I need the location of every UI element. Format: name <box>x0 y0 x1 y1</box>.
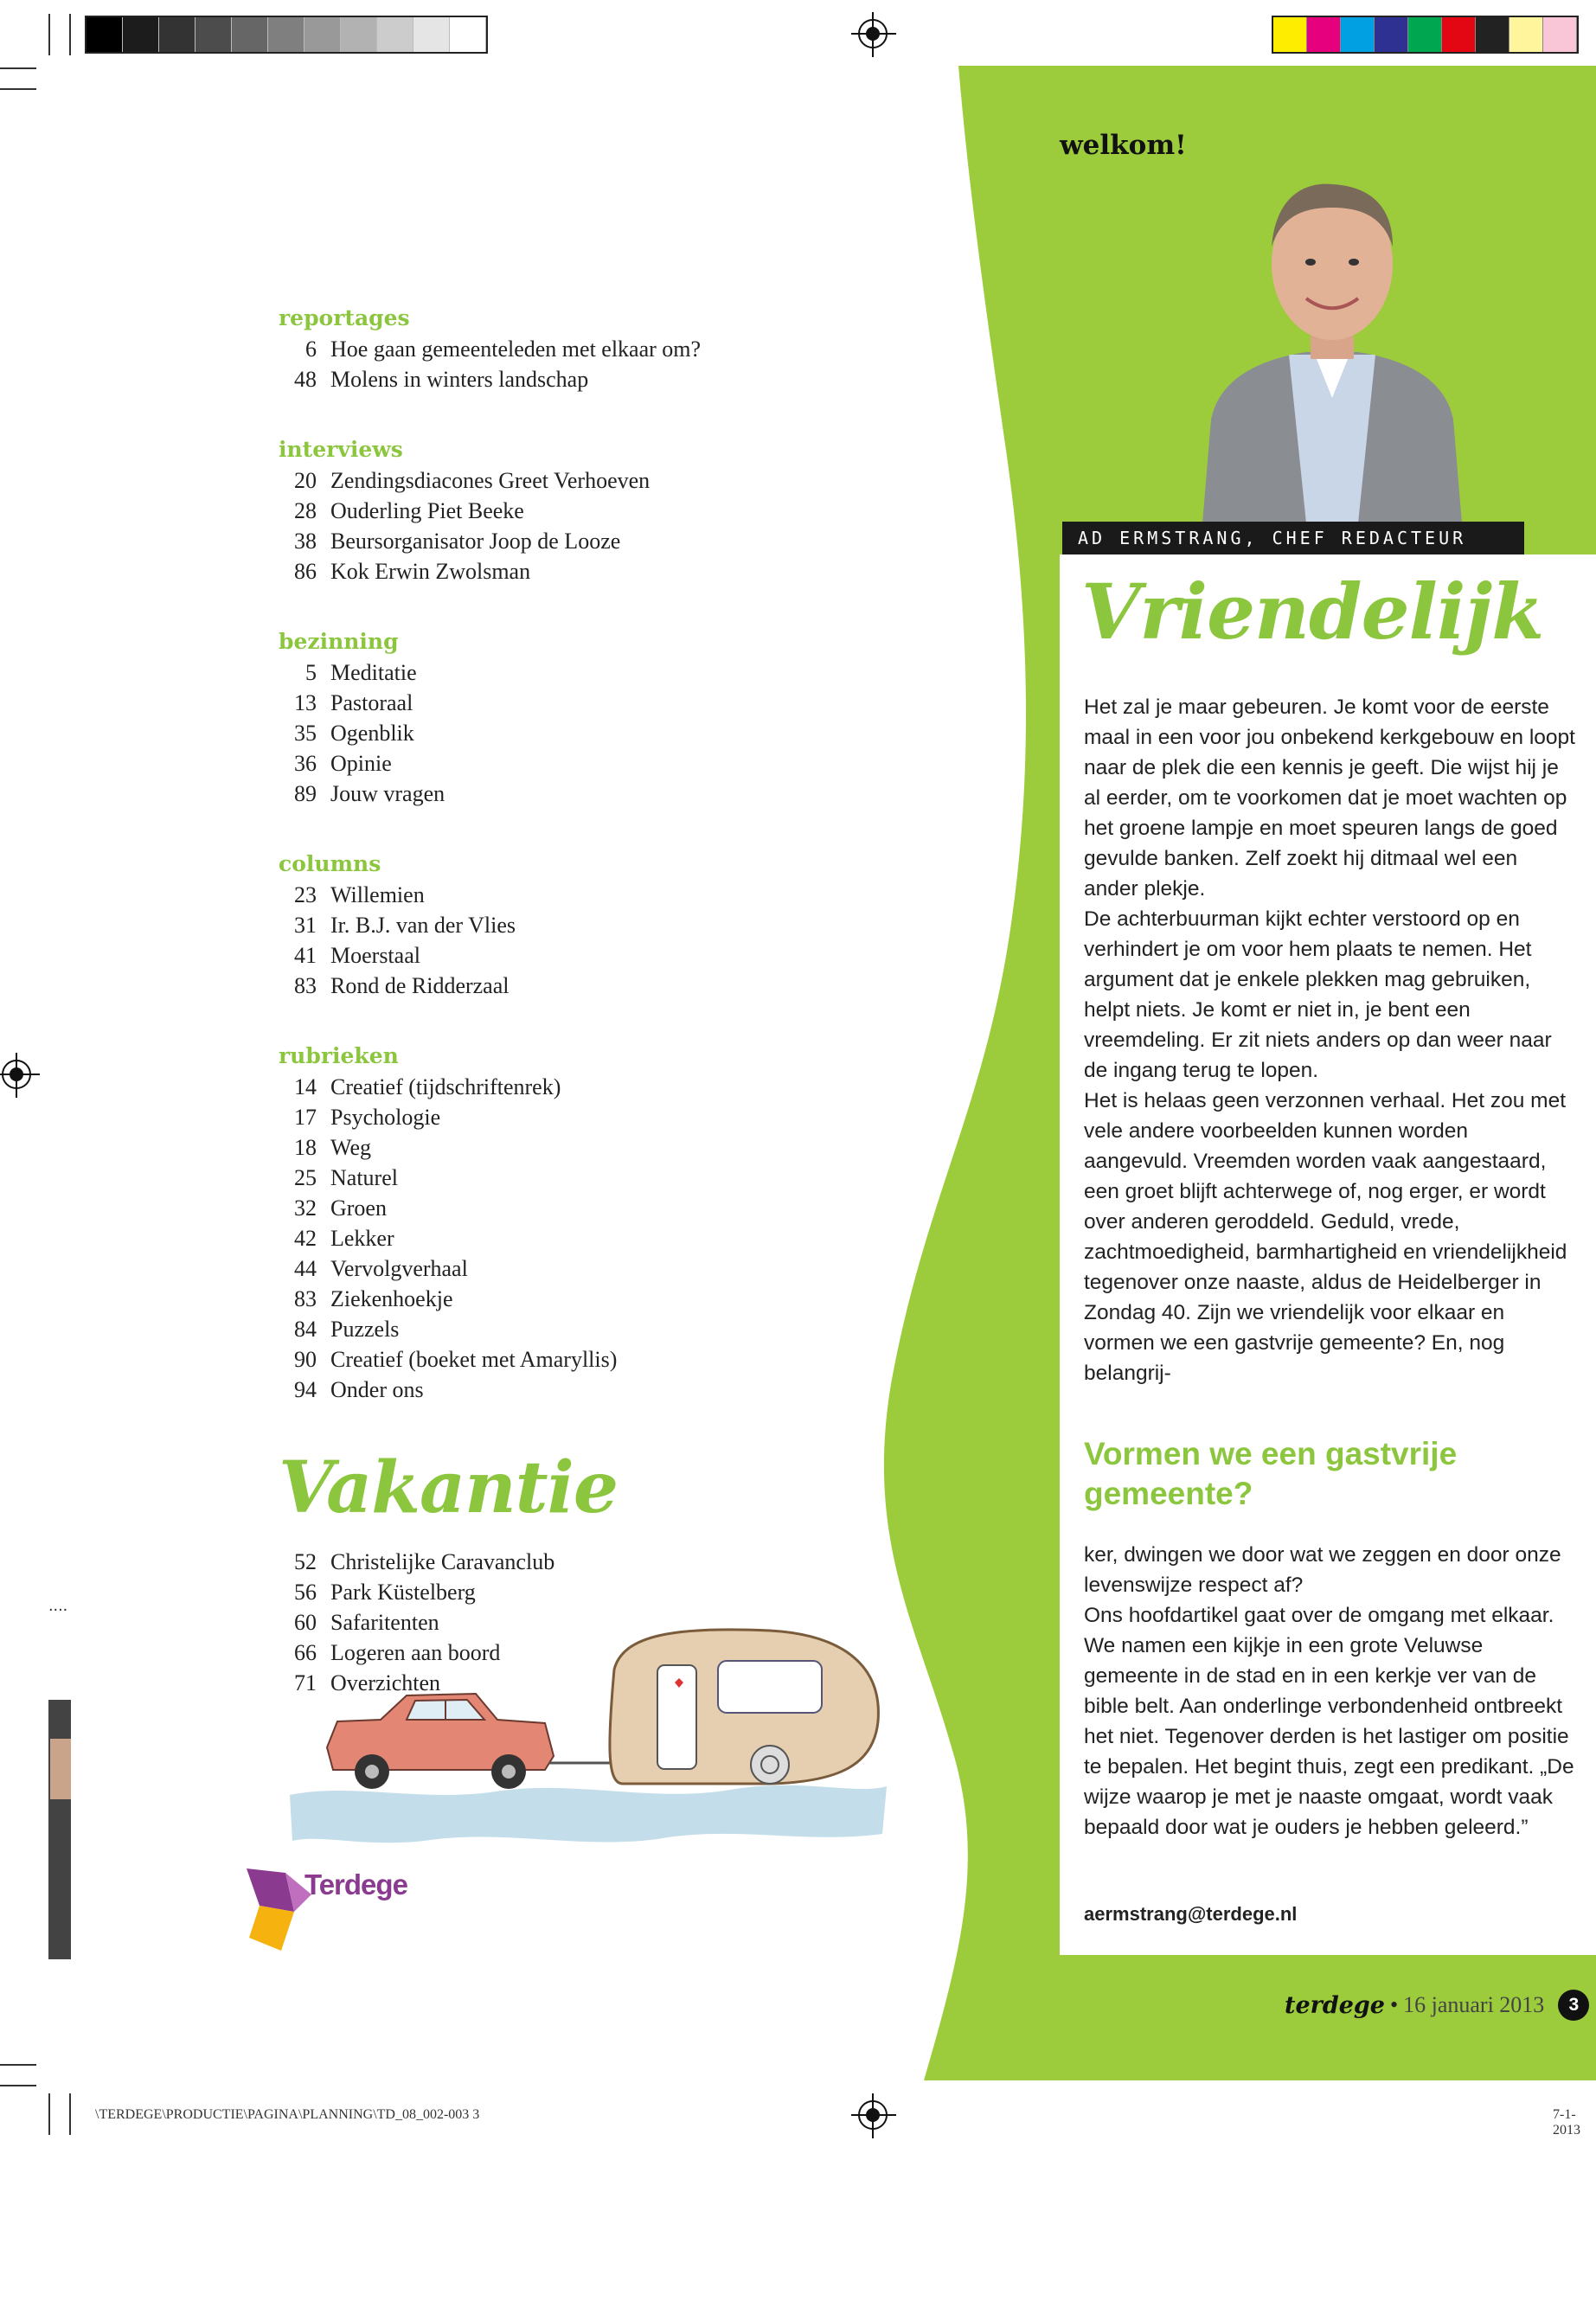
section-heading: bezinning <box>279 629 399 654</box>
entry-label: Hoe gaan gemeenteleden met elkaar om? <box>330 336 702 362</box>
entry-label: Molens in winters landschap <box>330 367 589 392</box>
terdege-logo-text: Terdege <box>304 1868 407 1900</box>
page-number: 71 <box>294 1670 317 1695</box>
toc-entry[interactable] <box>279 940 815 971</box>
toc-entry[interactable] <box>279 1344 815 1375</box>
page-number-badge: 3 <box>1558 1990 1589 2021</box>
page-number: 56 <box>294 1580 317 1605</box>
print-slug: \TERDEGE\PRODUCTIE\PAGINA\PLANNING\TD_08_002-003 3 <box>95 2107 480 2122</box>
entry-label: Zendingsdiacones Greet Verhoeven <box>330 468 651 493</box>
page-number: 66 <box>294 1640 317 1665</box>
page-number: 38 <box>294 529 317 554</box>
entry-label: Moerstaal <box>330 943 420 968</box>
entry-label: Christelijke Caravanclub <box>330 1549 555 1574</box>
toc-entry[interactable] <box>279 1223 815 1253</box>
page-number: 17 <box>294 1105 317 1130</box>
paragraph: Het zal je maar gebeuren. Je komt voor de eerste maal in een voor jou onbekend kerkgebouw en loopt naar de plek die een kennis je geeft. Die wijst hij je al eerder, om te voorkomen dat je moet wachten op het groene lampje en moet speuren langs de goed gevulde banken. Zelf zoekt hij ditmaal wel een ander plekje. <box>1084 695 1575 901</box>
entry-label: Ziekenhoekje <box>330 1286 453 1311</box>
entry-label: Park Küstelberg <box>330 1580 476 1605</box>
toc-entry[interactable] <box>279 1314 815 1344</box>
toc-entry[interactable] <box>279 1547 815 1577</box>
page-footer <box>1285 1990 1589 2021</box>
section-heading: rubrieken <box>279 1043 399 1068</box>
toc-entry[interactable] <box>279 1132 815 1163</box>
page-number: 32 <box>294 1195 317 1221</box>
footer-brand: terdege <box>1285 1991 1385 2019</box>
page-number: 35 <box>294 721 317 746</box>
entry-label: Kok Erwin Zwolsman <box>330 559 531 584</box>
page-number: 23 <box>294 882 317 907</box>
entry-label: Onder ons <box>330 1377 424 1402</box>
toc-entry[interactable] <box>279 910 815 940</box>
toc-entry[interactable] <box>279 1163 815 1193</box>
entry-label: Ogenblik <box>330 721 414 746</box>
paragraph: ker, dwingen we door wat we zeggen en door onze levenswijze respect af? <box>1084 1543 1561 1597</box>
page-number: 44 <box>294 1256 317 1281</box>
toc-entry[interactable] <box>279 526 815 556</box>
entry-label: Rond de Ridderzaal <box>330 973 510 998</box>
page-number: 14 <box>294 1074 317 1099</box>
editor-portrait-photo <box>1185 160 1479 523</box>
editorial-title: Vriendelijk <box>1081 567 1544 657</box>
entry-label: Jouw vragen <box>330 781 445 806</box>
entry-label: Lekker <box>330 1226 394 1251</box>
stray-dots: .... <box>48 1596 68 1615</box>
toc-section-rubrieken <box>279 1041 815 1405</box>
toc-entry[interactable] <box>279 1284 815 1314</box>
toc-entry[interactable] <box>279 779 815 809</box>
entry-label: Groen <box>330 1195 387 1221</box>
page-number: 90 <box>294 1347 317 1372</box>
page-number: 89 <box>294 781 317 806</box>
print-slug-date: 7-1-2013 <box>1553 2107 1580 2138</box>
toc-section-bezinning <box>279 626 815 809</box>
page-number: 83 <box>294 1286 317 1311</box>
page-number: 86 <box>294 559 317 584</box>
page-number: 83 <box>294 973 317 998</box>
entry-label: Puzzels <box>330 1317 400 1342</box>
toc-entry[interactable] <box>279 1072 815 1102</box>
page-number: 42 <box>294 1226 317 1251</box>
toc-section-columns <box>279 849 815 1001</box>
toc-entry[interactable] <box>279 1253 815 1284</box>
entry-label: Vervolgverhaal <box>330 1256 468 1281</box>
paragraph: Ons hoofdartikel gaat over de omgang met elkaar. We namen een kijkje in een grote Veluwse gemeente in de stad en in een kerkje ver van de bible belt. Aan onderlinge verbondenheid ontbreekt het niet. Tegenover derden is het lastiger om positie te bepalen. Het begint thuis, zegt een predikant. „De wijze waarop je met je naaste omgaat, wordt vaak bepaald door wat je ouders je hebben geleerd.” <box>1084 1604 1574 1839</box>
entry-label: Creatief (tijdschriftenrek) <box>330 1074 561 1099</box>
entry-label: Opinie <box>330 751 392 776</box>
toc-entry[interactable] <box>279 465 815 496</box>
entry-label: Psychologie <box>330 1105 441 1130</box>
toc-entry[interactable] <box>279 1577 815 1607</box>
car-caravan-illustration <box>285 1618 891 1860</box>
author-email-link[interactable]: aermstrang@terdege.nl <box>1084 1903 1298 1925</box>
entry-label: Beursorganisator Joop de Looze <box>330 529 621 554</box>
section-heading: reportages <box>279 305 410 330</box>
toc-entry[interactable] <box>279 657 815 688</box>
toc-entry[interactable] <box>279 718 815 748</box>
entry-label: Safaritenten <box>330 1610 439 1635</box>
paragraph: Het is helaas geen verzonnen verhaal. Het zou met vele andere voorbeelden kunnen worden aangevuld. Vreemden worden vaak aangestaard, een groet blijft achterwege of, nog erger, er wordt over anderen geroddeld. Geduld, vrede, zachtmoedigheid, barmhartigheid en vriendelijkheid tegenover onze naaste, aldus de Heidelberger in Zondag 40. Zijn we vriendelijk voor elkaar en vormen we een gastvrije gemeente? En, nog belangrij- <box>1084 1089 1567 1385</box>
page-number: 20 <box>294 468 317 493</box>
footer-separator-dot: • <box>1390 1992 1399 2017</box>
page-number: 18 <box>294 1135 317 1160</box>
page-number: 60 <box>294 1610 317 1635</box>
vakantie-heading: Vakantie <box>279 1446 618 1529</box>
toc-section-interviews <box>279 434 815 586</box>
entry-label: Creatief (boeket met Amaryllis) <box>330 1347 618 1372</box>
entry-label: Meditatie <box>330 660 417 685</box>
entry-label: Willemien <box>330 882 425 907</box>
page-number: 13 <box>294 690 317 715</box>
entry-label: Pastoraal <box>330 690 413 715</box>
toc-entry[interactable] <box>279 556 815 586</box>
editorial-subheading: Vormen we een gastvrije gemeente? <box>1084 1436 1458 1511</box>
page-number: 48 <box>294 367 317 392</box>
entry-label: Naturel <box>330 1165 398 1190</box>
footer-date: 16 januari 2013 <box>1403 1992 1545 2017</box>
toc-section-reportages <box>279 303 815 394</box>
entry-label: Overzichten <box>330 1670 441 1695</box>
editorial-body-part-1 <box>1084 692 1577 1388</box>
page-number: 31 <box>294 913 317 938</box>
page-number: 36 <box>294 751 317 776</box>
toc-entry[interactable] <box>279 971 815 1001</box>
toc-entry[interactable] <box>279 1102 815 1132</box>
toc-entry[interactable] <box>279 364 815 394</box>
page-number: 52 <box>294 1549 317 1574</box>
toc-entry[interactable] <box>279 1375 815 1405</box>
entry-label: Ouderling Piet Beeke <box>330 498 524 523</box>
toc-entry[interactable] <box>279 1193 815 1223</box>
paragraph: De achterbuurman kijkt echter verstoord op en verhindert je om voor hem plaats te nemen. Het argument dat je enkele plekken mag gebruiken, helpt niets. Je komt er niet in, je bent een vreemdeling. Er zit niets anders op dan weer naar de ingang terug te lopen. <box>1084 907 1552 1082</box>
page-number: 5 <box>305 660 317 685</box>
editorial-body-part-2 <box>1084 1540 1577 1843</box>
entry-label: Ir. B.J. van der Vlies <box>330 913 516 938</box>
table-of-contents <box>279 303 815 1698</box>
page-number: 84 <box>294 1317 317 1342</box>
entry-label: Weg <box>330 1135 371 1160</box>
page-number: 28 <box>294 498 317 523</box>
page-number: 6 <box>305 336 317 362</box>
entry-label: Logeren aan boord <box>330 1640 501 1665</box>
page-number: 41 <box>294 943 317 968</box>
toc-entry[interactable] <box>279 334 815 364</box>
toc-entry[interactable] <box>279 880 815 910</box>
toc-entry[interactable] <box>279 748 815 779</box>
photo-caption: AD ERMSTRANG, CHEF REDACTEUR <box>1062 522 1524 554</box>
toc-entry[interactable] <box>279 496 815 526</box>
section-heading: interviews <box>279 437 403 462</box>
page-number: 25 <box>294 1165 317 1190</box>
page-number: 94 <box>294 1377 317 1402</box>
welkom-heading: welkom! <box>1060 130 1187 161</box>
toc-entry[interactable] <box>279 688 815 718</box>
section-heading: columns <box>279 851 381 876</box>
